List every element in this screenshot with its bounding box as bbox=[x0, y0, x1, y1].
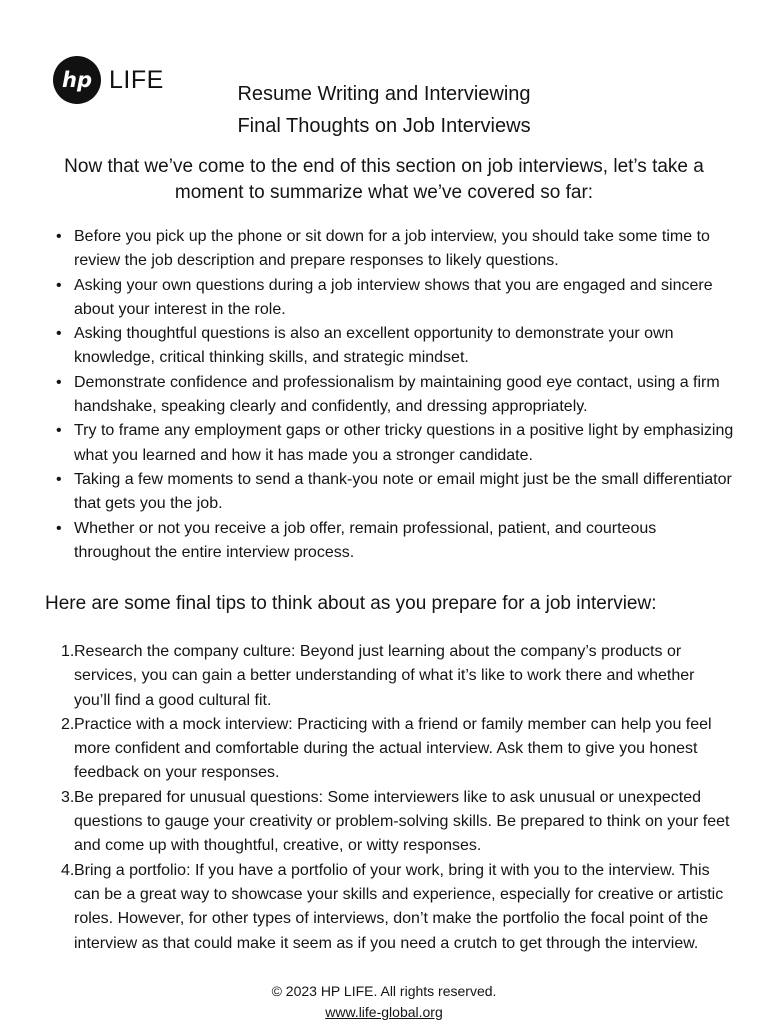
tip-text: Be prepared for unusual questions: Some interviewers like to ask unusual or unexpected questions to gauge your creativity or problem-solving skills. Be prepared to think on your feet and come up with thoughtful, creative, or witty responses. bbox=[74, 788, 730, 855]
tip-text: Practice with a mock interview: Practicing with a friend or family member can help you feel more confident and comfortable during the actual interview. Ask them to give you honest feedback on your responses. bbox=[74, 715, 712, 782]
svg-text:hp: hp bbox=[62, 68, 92, 92]
bullet-item: • Try to frame any employment gaps or other tricky questions in a positive light by emphasizing what you learned and how it has made you a stronger candidate. bbox=[74, 419, 734, 468]
tip-number: 1. bbox=[61, 643, 75, 660]
tip-item bbox=[61, 786, 734, 859]
page-title bbox=[0, 78, 768, 142]
title-line-2: Final Thoughts on Job Interviews bbox=[237, 115, 531, 137]
bullet-item: • Before you pick up the phone or sit down for a job interview, you should take some time to review the job description and prepare responses to likely questions. bbox=[74, 225, 734, 274]
tip-text: Bring a portfolio: If you have a portfolio of your work, bring it with you to the interview. This can be a great way to showcase your skills and experience, especially for creative or artistic roles. However, for other types of interviews, don’t make the portfolio the focal point of the interview as that could make it seem as if you need a crutch to get through the interview. bbox=[74, 861, 724, 952]
bullet-item: • Asking your own questions during a job interview shows that you are engaged and sincere about your interest in the role. bbox=[74, 274, 734, 323]
tip-item bbox=[61, 859, 734, 956]
tips-list bbox=[61, 640, 734, 956]
bullet-item: • Asking thoughtful questions is also an excellent opportunity to demonstrate your own knowledge, critical thinking skills, and strategic mindset. bbox=[74, 322, 734, 371]
bullet-item: • Whether or not you receive a job offer, remain professional, patient, and courteous throughout the entire interview process. bbox=[74, 517, 734, 566]
logo-text: LIFE bbox=[109, 65, 164, 94]
bullet-item: • Demonstrate confidence and professionalism by maintaining good eye contact, using a firm handshake, speaking clearly and confidently, and dressing appropriately. bbox=[74, 371, 734, 420]
tip-number: 3. bbox=[61, 788, 75, 806]
intro-paragraph: Now that we’ve come to the end of this section on job interviews, let’s take a moment to summarize what we’ve covered so far: bbox=[64, 156, 704, 203]
tip-number: 4. bbox=[61, 861, 75, 879]
bullet-item: • Taking a few moments to send a thank-you note or email might just be the small differentiator that gets you the job. bbox=[74, 468, 734, 517]
tips-intro: Here are some final tips to think about as you prepare for a job interview: bbox=[45, 593, 657, 614]
tip-item bbox=[61, 713, 734, 786]
summary-bullet-list bbox=[74, 225, 734, 565]
page-footer bbox=[0, 981, 768, 1023]
tip-text: Research the company culture: Beyond just learning about the company’s products or services, you can gain a better understanding of what it’s like to work there and whether you’ll find a good cultural fit. bbox=[74, 643, 695, 709]
tip-item bbox=[61, 640, 734, 713]
tip-number: 2. bbox=[61, 715, 75, 733]
title-line-1: Resume Writing and Interviewing bbox=[237, 83, 531, 105]
website-link[interactable]: www.life-global.org bbox=[325, 1004, 443, 1020]
copyright-text: © 2023 HP LIFE. All rights reserved. bbox=[271, 983, 497, 999]
